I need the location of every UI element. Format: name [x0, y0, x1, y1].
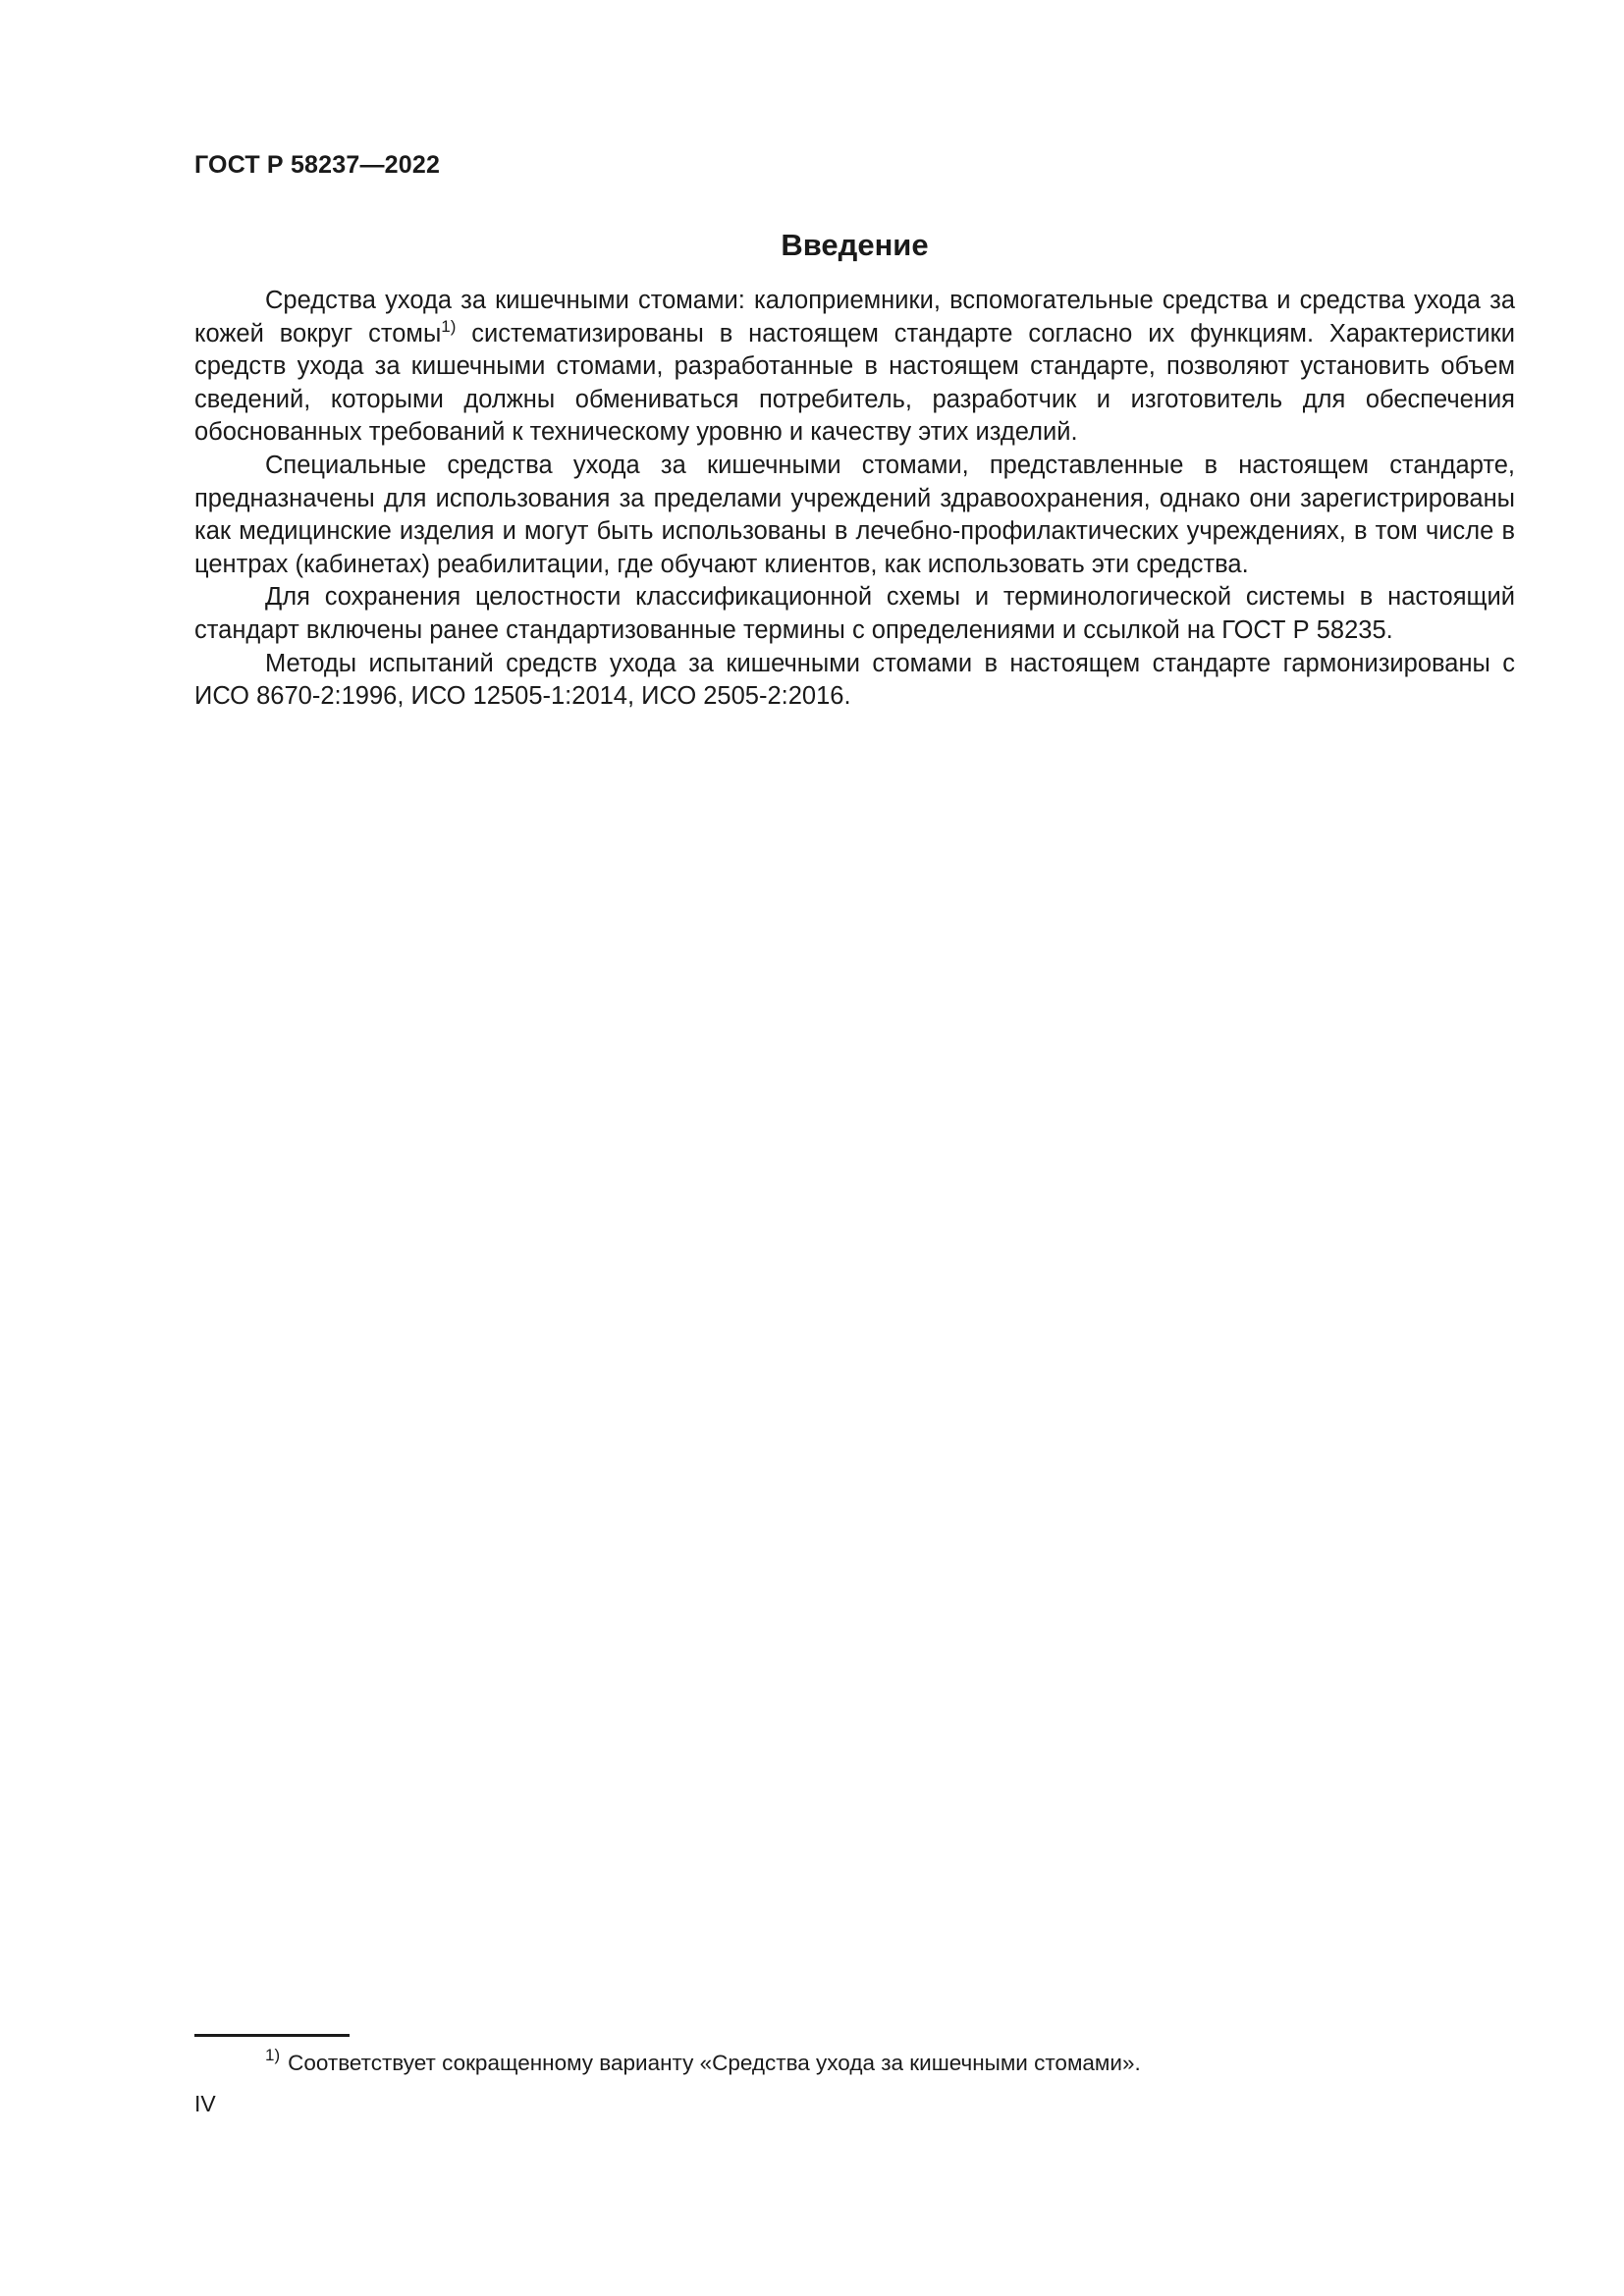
paragraph-1-text-end: систематизированы в настоящем стандарте согласно их функциям. Характеристики средств ухода за кишечными стомами, разработанные в настоящем стандарте, позволяют установить объем сведений, которыми должны обмениваться потребитель, разработчик и изготовитель для обеспечения обоснованных требований к техническому уровню и качеству этих изделий. — [194, 319, 1515, 447]
body-text — [194, 285, 1515, 714]
footnote-separator — [194, 2034, 350, 2037]
footnote-text: Соответствует сокращенному варианту «Средства ухода за кишечными стомами». — [288, 2051, 1141, 2075]
paragraph-2: Специальные средства ухода за кишечными стомами, представленные в настоящем стандарте, предназначены для использования за пределами учреждений здравоохранения, однако они зарегистрированы как медицинские изделия и могут быть использованы в лечебно-профилактических учреждениях, в том числе в центрах (кабинетах) реабилитации, где обучают клиентов, как использовать эти средства. — [194, 451, 1515, 578]
document-code: ГОСТ Р 58237—2022 — [194, 151, 441, 179]
footnote-mark: 1) — [265, 2046, 281, 2064]
paragraph-1 — [194, 285, 1515, 450]
section-title: Введение — [781, 228, 929, 262]
paragraph-3: Для сохранения целостности классификационной схемы и терминологической системы в настоящий стандарт включены ранее стандартизованные термины с определениями и ссылкой на ГОСТ Р 58235. — [194, 583, 1515, 644]
paragraph-4: Методы испытаний средств ухода за кишечными стомами в настоящем стандарте гармонизированы с ИСО 8670-2:1996, ИСО 12505-1:2014, ИСО 2505-2:2016. — [194, 649, 1515, 711]
paragraph-1-text-start: Средства ухода за кишечными стомами: калоприемники, вспомогательные средства и средства ухода за кожей вокруг стомы — [194, 287, 1515, 347]
page-number: IV — [194, 2091, 216, 2116]
footnote — [265, 2046, 1141, 2077]
footnote-reference[interactable]: 1) — [441, 316, 457, 336]
